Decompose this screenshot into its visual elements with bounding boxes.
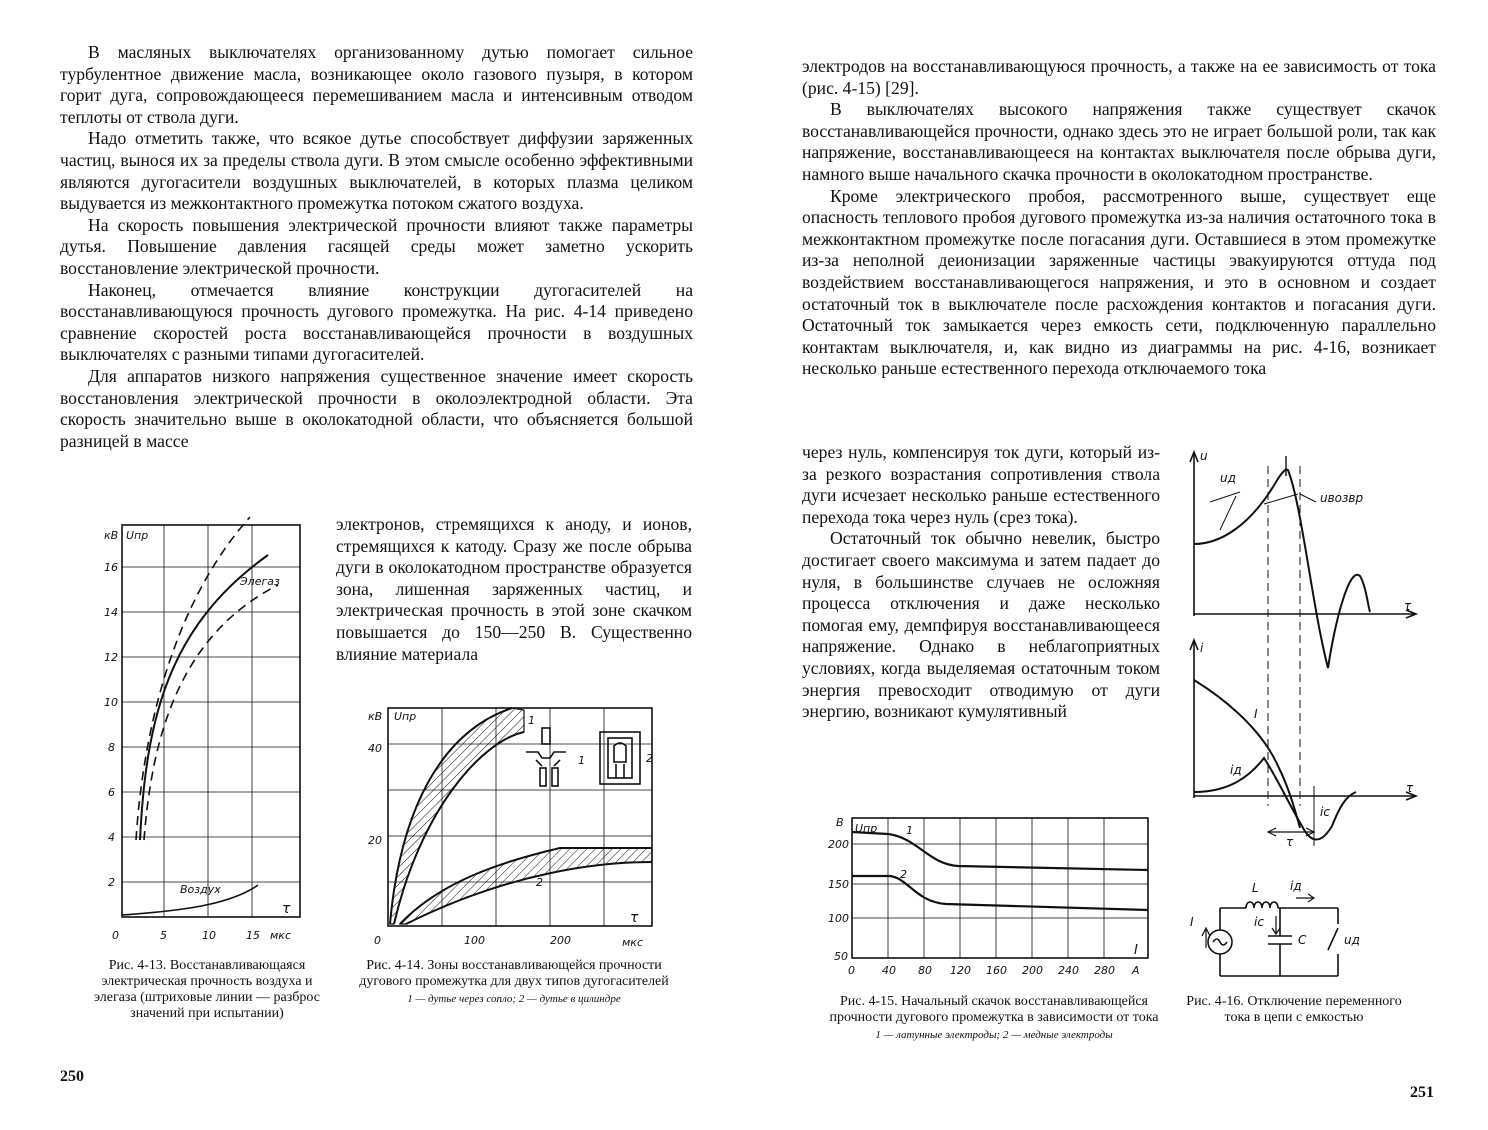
- fig13-label-air: Воздух: [180, 883, 221, 896]
- left-column: [60, 42, 693, 452]
- fig14-note: 1 — дутье через сопло; 2 — дутье в цилиндре: [407, 993, 621, 1005]
- fig16-switch-icon: [1328, 928, 1338, 950]
- fig15-label: 1: [906, 824, 913, 837]
- fig14-y-label: Uпр: [394, 710, 417, 723]
- fig16-id-curve: [1194, 758, 1356, 840]
- fig14-zone2: [400, 848, 652, 924]
- fig16-label-L: L: [1252, 881, 1259, 895]
- fig15-tick: 50: [834, 950, 848, 963]
- right-paragraph: В выключателях высокого напряжения также существует скачок восстанавливающейся прочности, однако здесь это не играет большой роли, так как напряжение, восстанавливающееся на контактах выключателя после обрыва дуги, намного выше начального скачка прочности в околокатодном пространстве.: [802, 99, 1436, 184]
- fig16-label-tau-2: τ: [1406, 781, 1414, 795]
- fig15-tick: 200: [1022, 964, 1043, 977]
- fig16-circuit: [1202, 894, 1338, 976]
- left-paragraph: Для аппаратов низкого напряжения существенное значение имеет скорость восстановления электрической прочности в околоэлектродной области. Эта скорость значительно выше в околокатодной области, что объясняется большой разницей в массе: [60, 365, 693, 451]
- fig13-tick: 10: [104, 696, 118, 709]
- page-number-right: 251: [1410, 1084, 1434, 1101]
- fig15-y-label: Uпр: [855, 822, 878, 835]
- fig15-curve-2: [852, 876, 1148, 910]
- fig16-label-i: i: [1200, 641, 1204, 655]
- fig15-caption: [826, 994, 1162, 1042]
- fig14-tick: 40: [368, 742, 382, 755]
- fig13-sf6-upper-dashed: [136, 517, 250, 840]
- fig14-nozzle-icon: [526, 728, 566, 786]
- fig16-label-tau-3: τ: [1286, 835, 1294, 849]
- fig13-y-label: Uпр: [126, 529, 149, 542]
- fig14-label: 2: [646, 752, 653, 765]
- fig14-tick: 100: [464, 934, 485, 947]
- fig15-caption-text: Рис. 4-15. Начальный скачок восстанавливающейся прочности дугового промежутка в зависимости от тока: [829, 994, 1159, 1025]
- fig16-label-C: C: [1298, 933, 1307, 947]
- fig15-tick: 40: [882, 964, 896, 977]
- right-wrap-para: Остаточный ток обычно невелик, быстро достигает своего максимума и затем падает до нуля, в большинстве случаев не осложняя процесса отключения и даже несколько помогая ему, демпфируя восстанавливающееся напряжение. Однако в неблагоприятных условиях, когда выделяемая остаточным током энергия превосходит отводимую от дуги энергию, возникают кумулятивный: [802, 528, 1160, 722]
- fig16-I-curve: [1194, 680, 1300, 828]
- fig14-tick: 0: [374, 934, 381, 947]
- fig13-label-sf6: Элегаз: [240, 575, 280, 588]
- left-wrap-text: электронов, стремящихся к аноду, и ионов, стремящихся к катоду. Сразу же после обрыва дуги в околокатодном пространстве образуется зона, лишенная заряженных частиц, и электрическая прочность в этой зоне скачком повышается до 150—250 В. Существенно влияние материала: [336, 514, 692, 664]
- fig14-x-var: τ: [630, 910, 639, 926]
- fig13-caption: Рис. 4-13. Восстанавливающаяся электрическая прочность воздуха и элегаза (штриховые линии — разброс значений при испытании): [94, 958, 320, 1021]
- fig13-tick: 15: [246, 929, 260, 942]
- fig14-x-unit: мкс: [622, 936, 643, 949]
- fig13-tick: 6: [108, 786, 115, 799]
- fig16-label-I-c: I: [1190, 915, 1194, 929]
- fig13-tick: 14: [104, 606, 118, 619]
- fig13-tick: 2: [108, 876, 115, 889]
- fig13-tick: 12: [104, 651, 118, 664]
- fig16-label-ud-c: uд: [1344, 933, 1360, 947]
- fig15-tick: 160: [986, 964, 1007, 977]
- fig13-tick: 0: [112, 929, 119, 942]
- fig15-y-unit: В: [836, 816, 844, 829]
- left-paragraph: Надо отметить также, что всякое дутье способствует диффузии заряженных частиц, вынося их за пределы ствола дуги. В этом смысле особенно эффективными являются дугогасители воздушных выключателей, в которых плазма целиком выдувается из межконтактного промежутка потоком сжатого воздуха.: [60, 128, 693, 214]
- fig15-tick: 150: [828, 878, 849, 891]
- right-column: [802, 56, 1436, 380]
- fig13-tick: 16: [104, 561, 118, 574]
- fig15-tick: 80: [918, 964, 932, 977]
- fig13-x-unit: мкс: [270, 929, 291, 942]
- fig15-curve-1: [852, 832, 1148, 870]
- right-wrap-text: [802, 442, 1160, 723]
- fig15-tick: 100: [828, 912, 849, 925]
- fig15-x-unit: А: [1132, 964, 1140, 977]
- fig14-caption-text: Рис. 4-14. Зоны восстанавливающейся прочности дугового промежутка для двух типов дугогасителей: [359, 958, 669, 989]
- fig14-cylinder-icon: [600, 732, 640, 784]
- fig15-tick: 120: [950, 964, 971, 977]
- fig16-label-ic: iс: [1320, 805, 1330, 819]
- fig14-label: 1: [578, 754, 585, 767]
- fig15-x-var: I: [1134, 943, 1138, 958]
- fig15-note: 1 — латунные электроды; 2 — медные электроды: [875, 1029, 1113, 1041]
- fig13-y-unit: кВ: [104, 529, 119, 542]
- fig15-label: 2: [900, 868, 907, 881]
- right-wrap-para: через нуль, компенсируя ток дуги, который из-за резкого возрастания сопротивления ствола дуги исчезает несколько раньше естественного перехода тока через нуль (срез тока).: [802, 442, 1160, 527]
- fig15-tick: 240: [1058, 964, 1079, 977]
- left-paragraph: На скорость повышения электрической прочности влияют также параметры дутья. Повышение давления гасящей среды может заметно ускорить восстановление электрической прочности.: [60, 214, 693, 278]
- fig15-frame: [852, 818, 1148, 958]
- fig16-label-id-c: iд: [1290, 879, 1302, 893]
- fig16-label-ic-c: iс: [1254, 915, 1264, 929]
- fig13-tick: 10: [202, 929, 216, 942]
- fig15-tick: 0: [848, 964, 855, 977]
- fig14-y-unit: кВ: [368, 710, 383, 723]
- fig14-label: 1: [528, 714, 535, 727]
- fig13-tick: 8: [108, 741, 115, 754]
- fig14-chart: [360, 702, 680, 952]
- fig16-diagram: [1180, 446, 1440, 986]
- fig16-label-I: I: [1254, 707, 1258, 721]
- fig13-chart: [60, 515, 320, 955]
- fig16-label-uvozv: uвозвр: [1320, 491, 1364, 505]
- fig15-tick: 280: [1094, 964, 1115, 977]
- fig14-caption: [358, 958, 670, 1006]
- left-paragraph: В масляных выключателях организованному дутью помогает сильное турбулентное движение масла, возникающее около газового пузыря, в котором горит дуга, сопровождающееся перемешиванием масла и интенсивным отводом теплоты от ствола дуги.: [60, 42, 693, 127]
- fig14-label: 2: [536, 876, 543, 889]
- fig16-label-ud: uд: [1220, 471, 1236, 485]
- left-paragraph: Наконец, отмечается влияние конструкции дугогасителей на восстанавливающуюся прочность дугового промежутка. На рис. 4-14 приведено сравнение скоростей роста восстанавливающейся прочности в воздушных выключателях с разными типами дугогасителей.: [60, 279, 693, 365]
- fig15-tick: 200: [828, 838, 849, 851]
- fig16-caption: Рис. 4-16. Отключение переменного тока в цепи с емкостью: [1186, 994, 1402, 1025]
- fig15-chart: [828, 812, 1158, 982]
- fig13-tick: 4: [108, 831, 115, 844]
- right-cont-text: электродов на восстанавливающуюся прочность, а также на ее зависимость от тока (рис. 4-15) [29].: [802, 56, 1436, 98]
- fig16-inductor-icon: [1246, 902, 1278, 908]
- fig16-label-id: iд: [1230, 763, 1242, 777]
- right-paragraph: Кроме электрического пробоя, рассмотренного выше, существует еще опасность теплового пробоя дугового промежутка из-за наличия остаточного тока в межконтактном промежутке после погасания дуги. Оставшиеся в этом промежутке из-за неполной деионизации заряженные частицы эвакуируются оттуда под воздействием восстанавливающегося напряжения, и это в основном и создает остаточный ток в выключателе после расхождения контактов и погасания дуги. Остаточный ток замыкается через емкость сети, подключенную параллельно контактам выключателя, и, как видно из диаграммы на рис. 4-16, возникает несколько раньше естественного перехода отключаемого тока: [802, 185, 1436, 379]
- fig16-label-tau: τ: [1404, 599, 1412, 613]
- fig14-tick: 200: [550, 934, 571, 947]
- page-number-left: 250: [60, 1068, 84, 1085]
- fig16-label-u: u: [1200, 449, 1208, 463]
- fig13-x-var: τ: [282, 901, 291, 917]
- fig14-tick: 20: [368, 834, 382, 847]
- fig13-sf6-curve: [140, 555, 268, 840]
- fig13-tick: 5: [160, 929, 167, 942]
